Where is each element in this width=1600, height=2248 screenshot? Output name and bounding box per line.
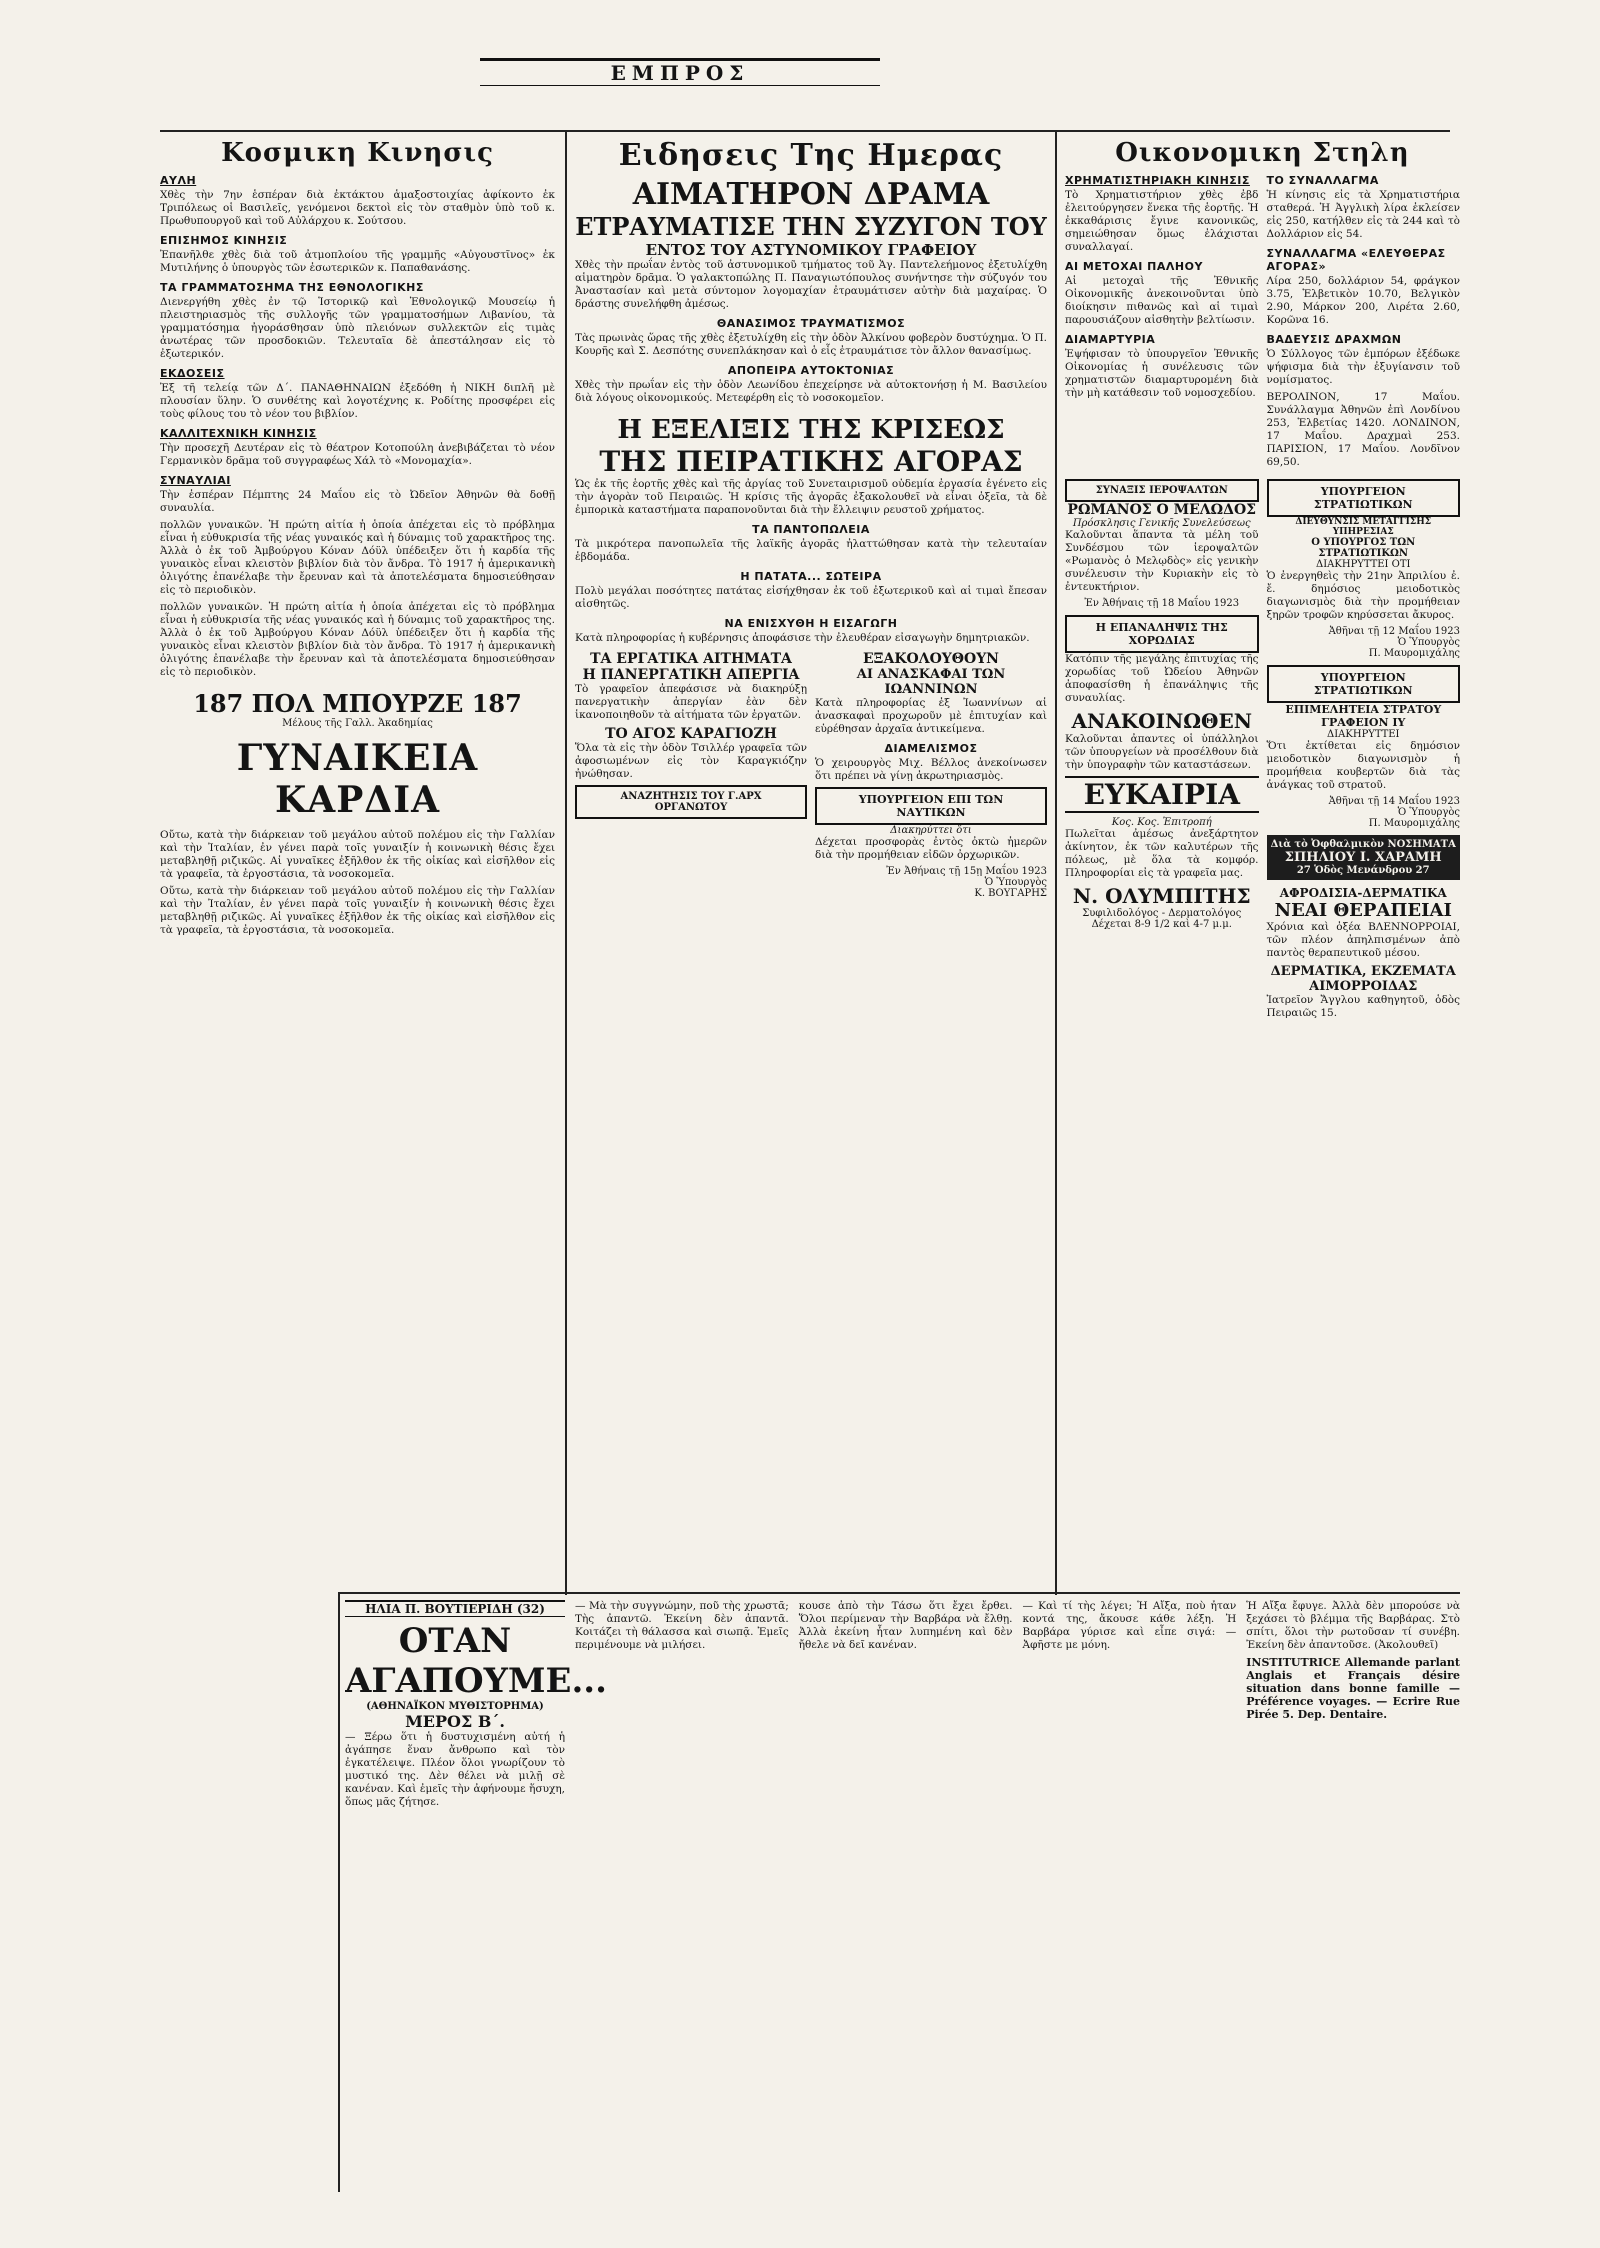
subheading-editions: ΕΚΔΟΣΕΙΣ xyxy=(160,367,225,380)
doctor-hours: Δέχεται 8-9 1/2 καὶ 4-7 μ.μ. xyxy=(1091,919,1232,930)
navy-signature-name: Κ. ΒΟΥΓΑΡΗΣ xyxy=(974,888,1047,899)
essay-text-continued: πολλῶν γυναικῶν. Ἡ πρώτη αἰτία ἡ ὁποία ἀπέχεται εἰς τὸ πρόβλημα εἶναι ἡ εὐθυκρισία τῆς νέας γυναικός καὶ ἡ δύναμις τοῦ χαρακτῆρος της. Ἀλλὰ ὁ ἐκ τοῦ Ἀμβούργου Κόναν Δόϋλ ὑπέδειξεν ὅτι ἡ καρδία τῆς γυναικὸς εἶναι κλειστὸν βιβλίον διὰ τὸν ἄνδρα. Τὸ 1917 ἡ ἀμερικανικὴ ὀλιγότης ἐπανέλαβε τὴν ἔρευναν καὶ τὰ ἀποτελέσματα δημοσιεύθησαν εἰς τὸ περιοδικὸν. xyxy=(160,601,555,678)
serial-title: ΟΤΑΝ ΑΓΑΠΟΥΜΕ... xyxy=(345,1621,607,1701)
article-text: Ἐξ τῆ τελείᾳ τῶν Δ΄. ΠΑΝΑΘΗΝΑΙΩΝ ἐξεδόθη ἡ ΝΙΚΗ διπλῆ μὲ πλουσίαν ὕλην. Ὁ συνθέτης καὶ λογοτέχνης κ. Ροδίτης προσφέρει εἰς τοὺς φίλους του τὸ νέον του βιβλίον. xyxy=(160,382,555,420)
section-header-social: Κοσμικη Κινησις xyxy=(221,138,494,168)
karagiozis-title: ΤΟ ΑΓΟΣ ΚΑΡΑΓΙΟΖΗ xyxy=(605,726,777,742)
opportunity-title: ΕΥΚΑΙΡΙΑ xyxy=(1065,776,1259,813)
eye-clinic-address: 27 Ὁδὸς Μενάνδρου 27 xyxy=(1296,865,1430,876)
center-column xyxy=(575,138,1047,1583)
article-text: Αἱ μετοχαὶ τῆς Ἐθνικῆς Οἰκονομικῆς ἀνεκοινοῦνται ὑπὸ διοίκησιν πιθανῶς καὶ αἱ τιμαὶ παρουσιάζουν αἰσθητὴν βελτίωσιν. xyxy=(1065,275,1259,326)
article-text: Χρόνια καὶ ὀξέα ΒΛΕΝΝΟΡΡΟΙΑΙ, τῶν πλέον ἀπηλπισμένων ἀπὸ παντὸς θεραπευτικοῦ μέσου. xyxy=(1266,921,1460,959)
choir-title: Η ΕΠΑΝΑΛΗΨΙΣ ΤΗΣ ΧΟΡΩΔΙΑΣ xyxy=(1065,615,1259,653)
article-text: ΒΕΡΟΛΙΝΟΝ, 17 Μαΐου. Συνάλλαγμα Ἀθηνῶν ἐπὶ Λονδίνου 253, Ἑλβετίας 1420. ΛΟΝΔΙΝΟΝ, 17 Μαΐου. Δραχμαὶ 253. ΠΑΡΙΣΙΟΝ, 17 Μαΐου. Λονδῖνον 69,50. xyxy=(1266,391,1460,468)
army2-signature-date: Ἀθῆναι τῇ 14 Μαΐου 1923 xyxy=(1328,796,1460,807)
serial-episode: (32) xyxy=(516,1602,545,1616)
serial-text: — Ξέρω ὅτι ἡ δυστυχισμένη αὐτή ἡ ἀγάπησε ἕναν ἄνθρωπο καὶ τὸν ἐγκατέλειψε. Πλέον ὅλοι γνωρίζουν τὸ μυστικό της. Δὲν θέλει νὰ μιλῇ σὲ κανέναν. Καὶ ἐμεῖς τὴν ἀφήνουμε ἥσυχη, ὅπως μᾶς ζήτησε. xyxy=(345,1731,565,1808)
organizer-box: ΑΝΑΖΗΤΗΣΙΣ ΤΟΥ Γ.ΑΡΧ ΟΡΓΑΝΩΤΟΥ xyxy=(575,785,807,819)
section-header-finance: Οικονομικη Στηλη xyxy=(1115,138,1410,168)
article-text: Κατόπιν τῆς μεγάλης ἐπιτυχίας τῆς χορωδίας τοῦ Ὠδείου Ἀθηνῶν ἀποφασίσθη ἡ ἐπανάληψις τῆς συναυλίας. xyxy=(1065,653,1259,704)
top-rule xyxy=(160,130,1450,132)
chanters-signature: Ἐν Ἀθήναις τῇ 18 Μαΐου 1923 xyxy=(1084,598,1240,609)
subheading-official: ΕΠΙΣΗΜΟΣ ΚΙΝΗΣΙΣ xyxy=(160,234,288,247)
army2-subtitle-3: ΔΙΑΚΗΡΥΤΤΕΙ xyxy=(1326,729,1400,740)
serial-author-name: ΗΛΙΑ Π. ΒΟΥΤΙΕΡΙΔΗ xyxy=(365,1602,513,1616)
article-text: Ἡ κίνησις εἰς τὰ Χρηματιστήρια σταθερά. Ἡ Ἀγγλικὴ λίρα ἐκλείσεν εἰς 250, κατήλθεν εἰς τὰ 244 καὶ τὸ Δολλάριον εἰς 54. xyxy=(1266,189,1460,240)
opportunity-subtitle: Κος. Κος. Ἐπιτροπή xyxy=(1111,817,1212,828)
article-text: Κατὰ πληροφορίας ἐξ Ἰωαννίνων αἱ ἀνασκαφαὶ προχωροῦν μὲ ἐπιτυχίαν καὶ εὑρέθησαν ἀρχαῖα ἀντικείμενα. xyxy=(815,697,1047,735)
subheading-import: ΝΑ ΕΝΙΣΧΥΘΗ Η ΕΙΣΑΓΩΓΗ xyxy=(724,617,898,630)
serial-subtitle: (ΑΘΗΝΑΪΚΟΝ ΜΥΘΙΣΤΟΡΗΜΑ) xyxy=(366,1701,544,1712)
feature-author-line: 187 ΠΟΛ ΜΠΟΥΡΖΕ 187 xyxy=(193,689,522,718)
subheading-suicide: ΑΠΟΠΕΙΡΑ ΑΥΤΟΚΤΟΝΙΑΣ xyxy=(727,364,895,377)
article-text: Δέχεται προσφορὰς ἐντὸς ὀκτὼ ἡμερῶν διὰ τὴν προμήθειαν εἰδῶν ὀρχωρικῶν. xyxy=(815,836,1047,861)
right-column xyxy=(1065,138,1460,1588)
strike-title: ΤΑ ΕΡΓΑΤΙΚΑ ΑΙΤΗΜΑΤΑ xyxy=(590,651,792,667)
army2-subtitle-2: ΓΡΑΦΕΙΟΝ ΙΥ xyxy=(1321,716,1406,729)
serial-text: Ἡ Αἴξα ἔφυγε. Ἀλλὰ δὲν μπορούσε νὰ ξεχάσει τὸ βλέμμα τῆς Βαρβάρας. Στὸ σπίτι, ὅλοι τὴν ρωτοῦσαν τί συνέβη. Ἐκείνη δὲν ἀπαντοῦσε. (Ἀκολουθεῖ) xyxy=(1246,1600,1460,1651)
serial-author xyxy=(345,1600,565,1617)
article-text: Ὅτι ἐκτίθεται εἰς δημόσιον μειοδοτικὸν διαγωνισμὸν ἡ προμήθεια κουβερτῶν διὰ τὰς ἀνάγκας τοῦ στρατοῦ. xyxy=(1266,740,1460,791)
article-text: Ὡς ἐκ τῆς ἑορτῆς χθὲς καὶ τῆς ἀργίας τοῦ Συνεταιρισμοῦ οὐδεμία ἐργασία ἐγένετο εἰς τὴν ἀγορὰν τοῦ Πειραιῶς. Ἡ κρίσις τῆς ἀγορᾶς ἐξακολουθεῖ νὰ εἶναι ὀξεῖα, τὰ δὲ ἐμπορικὰ καταστήματα παραπονοῦνται διὰ τὴν ἔλλειψιν ρευστοῦ χρήματος. xyxy=(575,478,1047,516)
article-text: Ὁ Σύλλογος τῶν ἐμπόρων ἐξέδωκε ψήφισμα διὰ τὴν ἐξυγίανσιν τοῦ νομίσματος. xyxy=(1266,348,1460,386)
subheading-currency: ΤΟ ΣΥΝΑΛΛΑΓΜΑ xyxy=(1266,174,1379,187)
serial-left-rule xyxy=(338,1592,340,2192)
army-subtitle: ΔΙΕΥΘΥΝΣΙΣ ΜΕΤΑΓΓΙΣΗΣ ΥΠΗΡΕΣΙΑΣ xyxy=(1295,517,1432,537)
excavation-title: ΕΞΑΚΟΛΟΥΘΟΥΝ xyxy=(863,651,999,667)
navy-title: ΥΠΟΥΡΓΕΙΟΝ ΕΠΙ ΤΩΝ ΝΑΥΤΙΚΩΝ xyxy=(815,787,1047,825)
subheading-protest: ΔΙΑΜΑΡΤΥΡΙΑ xyxy=(1065,333,1156,346)
article-text: Ἐψήφισαν τὸ ὑπουργεῖον Ἐθνικῆς Οἰκονομίας ἡ συνέλευσις τῶν χρηματιστῶν διαμαρτυρομένη διὰ τὴν μὴ κατάθεσιν τοῦ νομοσχεδίου. xyxy=(1065,348,1259,399)
section-header-news: Ειδησεις Της Ημερας xyxy=(618,138,1004,173)
article-text: Τὴν προσεχῆ Δευτέραν εἰς τὸ θέατρον Κοτοπούλη ἀνεβιβάζεται τὸ νέον Γερμανικὸν δρᾶμα τοῦ συγγραφέως Χάλ τὸ «Μονομαχία». xyxy=(160,442,555,467)
article-text: Χθὲς τὴν πρωΐαν ἐντὸς τοῦ ἀστυνομικοῦ τμήματος τοῦ Ἁγ. Παντελεήμονος ἐξετυλίχθη αἱματηρὸν δρᾶμα. Ὁ γαλακτοπώλης Π. Παναγιωτόπουλος συνήντησε τὴν σύζυγόν του Ἀναστασίαν καὶ μετὰ σύντομον λογομαχίαν ἐτραυμάτισεν αὐτὴν διὰ μαχαίρας. Ὁ δράστης συνελήφθη ἀμέσως. xyxy=(575,259,1047,310)
article-text: Πωλεῖται ἀμέσως ἀνεξάρτητον ἀκίνητον, ἐκ τῶν καλυτέρων τῆς πόλεως, μὲ ὅλα τὰ κομφόρ. Πληροφορίαι εἰς τὰ γραφεῖα μας. xyxy=(1065,828,1259,879)
crisis-subtitle: ΤΗΣ ΠΕΙΡΑΤΙΚΗΣ ΑΓΟΡΑΣ xyxy=(599,445,1023,478)
subheading-shares: ΑΙ ΜΕΤΟΧΑΙ ΠΑΛΗΟΥ xyxy=(1065,260,1203,273)
left-column xyxy=(160,138,555,1573)
article-text: Ὅλα τὰ εἰς τὴν ὁδὸν Τσιλλέρ γραφεῖα τῶν ἀφοσιωμένων εἰς τὸν Καραγκιόζην ἠνώθησαν. xyxy=(575,742,807,780)
doctor-specialty: Συφιλιδολόγος - Δερματολόγος xyxy=(1082,908,1242,919)
army2-subtitle: ΕΠΙΜΕΛΗΤΕΙΑ ΣΤΡΑΤΟΥ xyxy=(1285,703,1442,716)
article-text: Κατὰ πληροφορίας ἡ κυβέρνησις ἀποφάσισε τὴν ἐλευθέραν εἰσαγωγὴν δημητριακῶν. xyxy=(575,632,1030,644)
article-text: Τὰ μικρότερα πανοπωλεῖα τῆς λαϊκῆς ἀγορᾶς ἠλαττώθησαν κατὰ τὴν τελευταίαν ἑβδομάδα. xyxy=(575,538,1047,563)
essay-text: πολλῶν γυναικῶν. Ἡ πρώτη αἰτία ἡ ὁποία ἀπέχεται εἰς τὸ πρόβλημα εἶναι ἡ εὐθυκρισία τῆς νέας γυναικός καὶ ἡ δύναμις τοῦ χαρακτῆρος της. Ἀλλὰ ὁ ἐκ τοῦ Ἀμβούργου Κόναν Δόϋλ ὑπέδειξεν ὅτι ἡ καρδία τῆς γυναικὸς εἶναι κλειστὸν βιβλίον διὰ τὸν ἄνδρα. Τὸ 1917 ἡ ἀμερικανικὴ ὀλιγότης ἐπανέλαβε τὴν ἔρευναν καὶ τὰ ἀποτελέσματα δημοσιεύθησαν εἰς τὸ περιοδικὸν. xyxy=(160,519,555,596)
army-subtitle-3: ΔΙΑΚΗΡΥΤΤΕΙ ΟΤΙ xyxy=(1315,559,1411,570)
army-signature-name: Π. Μαυρομιχάλης xyxy=(1368,648,1460,659)
army-signature-date: Ἀθῆναι τῇ 12 Μαΐου 1923 xyxy=(1328,626,1460,637)
army2-signature-role: Ὁ Ὑπουργὸς xyxy=(1397,807,1460,818)
drama-subtitle: ΕΤΡΑΥΜΑΤΙΣΕ ΤΗΝ ΣΥΖΥΓΟΝ ΤΟΥ xyxy=(575,212,1047,241)
navy-signature-role: Ὁ Ὑπουργὸς xyxy=(984,877,1047,888)
army-title: ΥΠΟΥΡΓΕΙΟΝ ΣΤΡΑΤΙΩΤΙΚΩΝ xyxy=(1267,479,1461,517)
derm-subtitle-3: ΑΙΜΟΡΡΟΙΔΑΣ xyxy=(1309,979,1418,994)
article-text: Ἰατρεῖον Ἄγγλου καθηγητοῦ, ὁδὸς Πειραιῶς 15. xyxy=(1266,994,1460,1019)
chanters-subtitle: ΡΩΜΑΝΟΣ Ο ΜΕΛΩΔΟΣ xyxy=(1067,502,1257,518)
feature-text: Οὔτω, κατὰ τὴν διάρκειαν τοῦ μεγάλου αὐτοῦ πολέμου εἰς τὴν Γαλλίαν καὶ τὴν Ἰταλίαν, ἐν γένει παρὰ τοῖς γυναιξίν ἡ κοινωνικὴ θέσις ἔχει μεταβληθῇ ριζικῶς. Αἱ γυναῖκες ἐξῆλθον ἐκ τῆς οἰκίας καὶ εἰσῆλθον εἰς τὰ γραφεῖα, τὰ ἐργοστάσια, τὰ νοσοκομεῖα. xyxy=(160,829,555,880)
eye-clinic-name: ΣΠΗΛΙΟΥ Ι. ΧΑΡΑΜΗ xyxy=(1284,850,1442,865)
crisis-title: Η ΕΞΕΛΙΞΙΣ ΤΗΣ ΚΡΙΣΕΩΣ xyxy=(617,415,1005,445)
subheading-wound: ΘΑΝΑΣΙΜΟΣ ΤΡΑΥΜΑΤΙΣΜΟΣ xyxy=(716,317,906,330)
derm-subtitle-2: ΔΕΡΜΑΤΙΚΑ, ΕΚΖΕΜΑΤΑ xyxy=(1270,964,1456,979)
navy-subtitle: Διακηρύττει ὅτι xyxy=(890,825,972,836)
strike-subtitle: Η ΠΑΝΕΡΓΑΤΙΚΗ ΑΠΕΡΓΙΑ xyxy=(582,667,800,683)
announcement-title: ΑΝΑΚΟΙΝΩΘΕΝ xyxy=(1071,709,1252,733)
subheading-potato: Η ΠΑΤΑΤΑ... ΣΩΤΕΙΡΑ xyxy=(740,570,882,583)
article-text: Ὁ χειρουργὸς Μιχ. Βέλλος ἀνεκοίνωσεν ὅτι πρέπει νὰ γίνῃ ἀκρωτηριασμὸς. xyxy=(815,757,1047,782)
article-text: Καλοῦνται ἀπαντες οἱ ὑπάλληλοι τῶν ὑπουργείων νὰ προσέλθουν διὰ τὴν ὑπογραφὴν τῶν καταστάσεων. xyxy=(1065,733,1259,771)
article-text: Χθὲς τὴν 7ην ἑσπέραν διὰ ἐκτάκτου ἁμαξοστοιχίας ἀφίκοντο ἐκ Τριπόλεως οἱ Βασιλεῖς, γενόμενοι δεκτοὶ εἰς τὸν σταθμὸν ὑπὸ τοῦ κ. Πρωθυπουργοῦ καὶ τοῦ Αὐλάρχου κ. Σούτσου. xyxy=(160,189,555,227)
subheading-free-market: ΣΥΝΑΛΛΑΓΜΑ «ΕΛΕΥΘΕΡΑΣ ΑΓΟΡΑΣ» xyxy=(1266,247,1446,273)
article-text: Ὁ ἐνεργηθεὶς τὴν 21ην Ἀπριλίου ἐ. ἔ. δημόσιος μειοδοτικὸς διαγωνισμὸς διὰ τὴν προμήθειαν ξηρῶν τροφῶν κηρύσσεται ἄκυρος. xyxy=(1266,570,1460,621)
column-rule-right xyxy=(1055,130,1057,1595)
excavation-subtitle: ΑΙ ΑΝΑΣΚΑΦΑΙ ΤΩΝ ΙΩΑΝΝΙΝΩΝ xyxy=(856,667,1006,697)
army2-title: ΥΠΟΥΡΓΕΙΟΝ ΣΤΡΑΤΙΩΤΙΚΩΝ xyxy=(1267,665,1461,703)
serial-text: — Καὶ τί τὴς λέγει; Ἡ Αἴξα, ποὺ ἦταν κοντά της, ἄκουσε κάθε λέξη. Ἡ Βαρβάρα γύρισε καὶ εἶπε σιγά: — Ἀφῆστε με μόνη. xyxy=(1022,1600,1237,1651)
feature-title: ΓΥΝΑΙΚΕΙΑ ΚΑΡΔΙΑ xyxy=(236,737,479,821)
drama-title: ΑΙΜΑΤΗΡΟΝ ΔΡΑΜΑ xyxy=(632,177,990,212)
feature-text-continued: Οὔτω, κατὰ τὴν διάρκειαν τοῦ μεγάλου αὐτοῦ πολέμου εἰς τὴν Γαλλίαν καὶ τὴν Ἰταλίαν, ἐν γένει παρὰ τοῖς γυναιξίν ἡ κοινωνικὴ θέσις ἔχει μεταβληθῇ ριζικῶς. Αἱ γυναῖκες ἐξῆλθον ἐκ τῆς οἰκίας καὶ εἰσῆλθον εἰς τὰ γραφεῖα, τὰ ἐργοστάσια, τὰ νοσοκομεῖα. xyxy=(160,885,555,936)
eye-clinic-title: Διὰ τὸ Ὀφθαλμικὸν ΝΟΣΗΜΑΤΑ xyxy=(1270,839,1456,850)
dismember-title: ΔΙΑΜΕΛΙΣΜΟΣ xyxy=(884,742,978,755)
army-subtitle-2: Ο ΥΠΟΥΡΓΟΣ ΤΩΝ ΣΤΡΑΤΙΩΤΙΚΩΝ xyxy=(1311,537,1416,559)
serial-novel xyxy=(345,1600,1460,2190)
derm-subtitle: ΝΕΑΙ ΘΕΡΑΠΕΙΑΙ xyxy=(1274,900,1452,921)
article-text: Τὴν ἑσπέραν Πέμπτης 24 Μαΐου εἰς τὸ Ὠδεῖον Ἀθηνῶν θὰ δοθῇ συναυλία. xyxy=(160,489,555,514)
masthead: ΕΜΠΡΟΣ xyxy=(480,58,880,86)
chanters-title: ΣΥΝΑΞΙΣ ΙΕΡΟΨΑΛΤΩΝ xyxy=(1065,479,1259,502)
article-text: Πολὺ μεγάλαι ποσότητες πατάτας εἰσήχθησαν ἐκ τοῦ ἐξωτερικοῦ καὶ αἱ τιμαὶ ἔπεσαν αἰσθητῶς. xyxy=(575,585,1047,610)
subheading-stamps: ΤΑ ΓΡΑΜΜΑΤΟΣΗΜΑ ΤΗΣ ΕΘΝΟΛΟΓΙΚΗΣ xyxy=(160,281,424,294)
serial-part: ΜΕΡΟΣ Β΄. xyxy=(405,1712,505,1731)
article-text: Καλοῦνται ἅπαντα τὰ μέλη τοῦ Συνδέσμου τῶν ἱεροψαλτῶν «Ρωμανὸς ὁ Μελῳδὸς» εἰς γενικὴν συνέλευσιν τὴν Κυριακὴν εἰς τὸ ἐντευκτήριον. xyxy=(1065,529,1259,593)
column-rule-left xyxy=(565,130,567,1595)
article-text: Ἐπανῆλθε χθὲς διὰ τοῦ ἀτμοπλοίου τῆς γραμμῆς «Αὐγουστῖνος» ἐκ Μυτιλήνης ὁ ὑπουργὸς τῶν ἐσωτερικῶν κ. Παπαθανάσης. xyxy=(160,249,555,274)
subheading-exchange: ΧΡΗΜΑΤΙΣΤΗΡΙΑΚΗ ΚΙΝΗΣΙΣ xyxy=(1065,174,1250,187)
article-text: Λίρα 250, δολλάριον 54, φράγκον 3.75, Ἑλβετικὸν 10.70, Βελγικὸν 2.90, Μάρκον 200, Λιρέτα 2.60, Κορῶνα 16. xyxy=(1266,275,1460,326)
article-text: Τὸ γραφεῖον ἀπεφάσισε νὰ διακηρύξῃ πανεργατικὴν ἀπεργίαν ἐὰν δὲν ἱκανοποιηθοῦν τὰ αἰτήματα τῶν ἐργατῶν. xyxy=(575,683,807,721)
feature-author-sub: Μέλους τῆς Γαλλ. Ἀκαδημίας xyxy=(282,718,433,729)
subheading-court: ΑΥΛΗ xyxy=(160,174,197,187)
army-signature-role: Ὁ Ὑπουργὸς xyxy=(1397,637,1460,648)
classified-ad-french: INSTITUTRICE Allemande parlant Anglais et Français désire situation dans bonne famille — Préférence voyages. — Ecrire Rue Pirée 5. Dep. Dentaire. xyxy=(1246,1656,1460,1721)
drama-subtitle-2: ΕΝΤΟΣ ΤΟΥ ΑΣΤΥΝΟΜΙΚΟΥ ΓΡΑΦΕΙΟΥ xyxy=(645,241,977,259)
subheading-arts: ΚΑΛΛΙΤΕΧΝΙΚΗ ΚΙΝΗΣΙΣ xyxy=(160,427,317,440)
eye-clinic-ad xyxy=(1267,835,1461,880)
article-text: Τὰς πρωινὰς ὥρας τῆς χθὲς ἐξετυλίχθη εἰς τὴν ὁδὸν Ἀλκίνου φοβερὸν δυστύχημα. Ὁ Π. Κουρῆς καὶ Σ. Δεσπότης συνεπλάκησαν καὶ ὁ εἷς ἐτραυμάτισε τὸν ἄλλον θανασίμως. xyxy=(575,332,1047,357)
subheading-concerts: ΣΥΝΑΥΛΙΑΙ xyxy=(160,474,231,487)
navy-signature-date: Ἐν Ἀθήναις τῇ 15ῃ Μαΐου 1923 xyxy=(886,866,1047,877)
subheading-groceries: ΤΑ ΠΑΝΤΟΠΩΛΕΙΑ xyxy=(752,523,870,536)
doctor-name: Ν. ΟΛΥΜΠΙΤΗΣ xyxy=(1072,884,1251,908)
derm-title: ΑΦΡΟΔΙΣΙΑ-ΔΕΡΜΑΤΙΚΑ xyxy=(1279,886,1447,900)
article-text: Χθὲς τὴν πρωΐαν εἰς τὴν ὁδὸν Λεωνίδου ἐπεχείρησε νὰ αὐτοκτονήσῃ ἡ Μ. Βασιλείου διὰ λόγους οἰκονομικούς. Μετεφέρθη εἰς τὸ νοσοκομεῖον. xyxy=(575,379,1047,404)
serial-top-rule xyxy=(340,1592,1460,1594)
chanters-subtitle-2: Πρόσκλησις Γενικῆς Συνελεύσεως xyxy=(1072,518,1251,529)
subheading-drachma: ΒΑΔΕΥΣΙΣ ΔΡΑΧΜΩΝ xyxy=(1266,333,1402,346)
article-text: Τὸ Χρηματιστήριον χθὲς ἐβδ ἐλειτούργησεν ἕνεκα τῆς ἑορτῆς. Ἡ ἐκκαθάρισις ἔγινε κανονικῶς, σημειώθησαν ὅμως ἐλάχισται συναλλαγαί. xyxy=(1065,189,1259,253)
army2-signature-name: Π. Μαυρομιχάλης xyxy=(1368,818,1460,829)
article-text: Διενεργήθη χθὲς ἐν τῷ Ἱστορικῷ καὶ Ἐθνολογικῷ Μουσείῳ ἡ πλειστηριασμὸς τῆς συλλογῆς τῶν γραμματοσήμων Λιβανίου, τὰ γραμματόσημα ἠγοράσθησαν ὑπὸ πλειόνων συλλεκτῶν εἰς τιμὰς ἀνωτέρας τῶν προσδοκιῶν. Τελευταῖα δὲ ἀπεστάλησαν εἰς τὸ ἐξωτερικόν. xyxy=(160,296,555,360)
serial-text: — Μὰ τὴν συγγνώμην, ποῦ τὴς χρωστᾶ; Τὴς ἀπαντῶ. Ἐκείνη δὲν ἀπαντᾶ. Κοιτάζει τὴ θάλασσα καὶ σιωπᾷ. Ἐμεῖς περιμένουμε νὰ μιλήσει. xyxy=(575,1600,789,1651)
serial-text: κουσε ἀπὸ τὴν Τάσω ὅτι ἔχει ἔρθει. Ὅλοι περίμεναν τὴν Βαρβάρα νὰ ἔλθῃ. Ἀλλὰ ἐκείνη ἦταν λυπημένη καὶ δὲν ἤθελε νὰ δεῖ κανέναν. xyxy=(798,1600,1013,1651)
